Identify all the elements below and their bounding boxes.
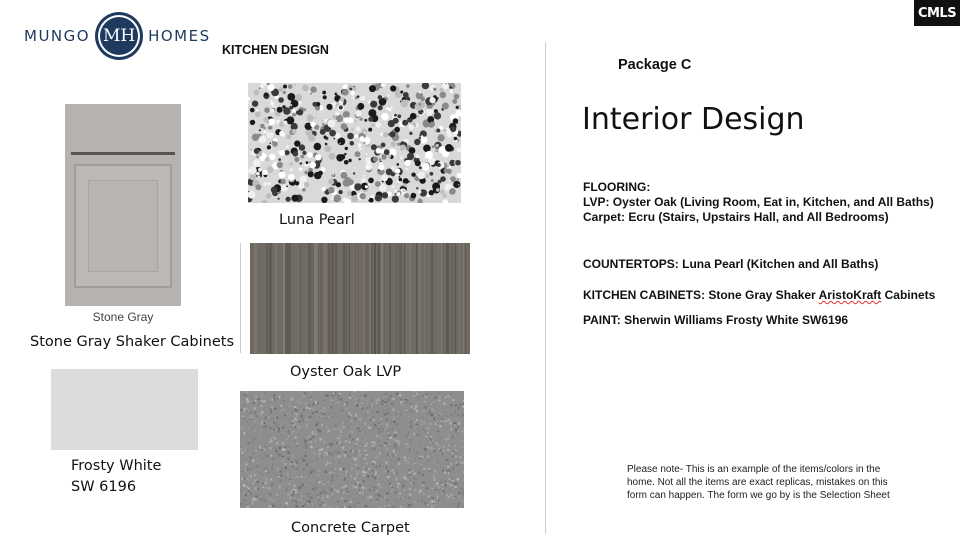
floor-swatch [250, 243, 470, 354]
cabinets-brand: AristoKraft [818, 288, 882, 302]
cabinet-label: Stone Gray Shaker Cabinets [30, 334, 234, 350]
cabinets-prefix: KITCHEN CABINETS: Stone Gray Shaker [583, 288, 819, 302]
spec-list [583, 180, 935, 328]
cabinet-door-panel [74, 164, 172, 288]
kitchen-design-title: KITCHEN DESIGN [222, 43, 329, 57]
paint-label-code: SW 6196 [71, 479, 137, 495]
vertical-divider [545, 42, 546, 534]
wood-texture [250, 243, 470, 354]
paint-swatch [51, 369, 198, 450]
carpet-texture [240, 391, 464, 508]
logo-text-right: HOMES [148, 27, 211, 45]
cabinets-suffix: Cabinets [881, 288, 936, 302]
cabinet-rail [71, 152, 175, 155]
interior-design-heading: Interior Design [582, 102, 805, 137]
mungo-homes-logo [24, 14, 211, 58]
disclaimer-note: Please note- This is an example of the items/colors in the home. Not all the items are exact replicas, mistakes on this form can happen. The form we go by is the Selection Sheet [627, 464, 890, 501]
cabinet-caption: Stone Gray [92, 310, 154, 324]
countertops-spec: COUNTERTOPS: Luna Pearl (Kitchen and All Baths) [583, 257, 879, 271]
package-title: Package C [618, 57, 692, 73]
carpet-label: Concrete Carpet [291, 520, 410, 536]
logo-emblem: MH [98, 15, 140, 57]
cmls-badge: CMLS [914, 0, 960, 26]
carpet-swatch [240, 391, 464, 508]
countertop-swatch [248, 83, 461, 203]
cabinets-spec [583, 288, 935, 303]
paint-label-name: Frosty White [71, 458, 162, 474]
cabinet-inner-panel [88, 180, 158, 272]
countertop-label: Luna Pearl [279, 212, 355, 228]
flooring-lvp: LVP: Oyster Oak (Living Room, Eat in, Kitchen, and All Baths) [583, 195, 934, 209]
granite-texture [248, 83, 461, 203]
swatch-divider [240, 243, 241, 353]
flooring-title: FLOORING: [583, 180, 651, 194]
cabinet-swatch [65, 104, 181, 306]
flooring-carpet: Carpet: Ecru (Stairs, Upstairs Hall, and All Bedrooms) [583, 210, 889, 224]
floor-label: Oyster Oak LVP [290, 364, 402, 380]
paint-spec: PAINT: Sherwin Williams Frosty White SW6196 [583, 313, 849, 327]
logo-text-left: MUNGO [24, 27, 91, 45]
paint-label [71, 456, 161, 498]
